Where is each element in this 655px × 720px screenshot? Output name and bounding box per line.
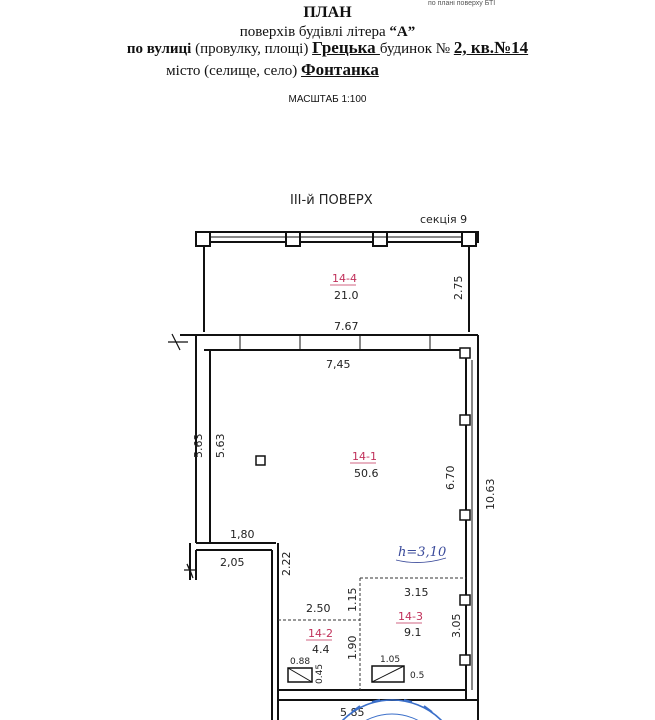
dim-room3-width: 3.15 <box>404 586 429 599</box>
room-14-4-area: 21.0 <box>334 289 359 302</box>
dim-wc-upper: 1.15 <box>346 587 359 612</box>
dim-left-inner: 5.63 <box>214 433 227 458</box>
house-value: 2, кв.№14 <box>453 38 529 57</box>
dim-room3-depth: 3.05 <box>450 613 463 638</box>
dim-vestibule-width: 2,05 <box>220 556 245 569</box>
outer-walls <box>168 334 478 720</box>
house-label: будинок № <box>379 41 454 57</box>
city-sep: , село) <box>256 63 302 79</box>
corner-note: по плані поверху БТІ <box>428 0 496 7</box>
street-types: (провулку, площі) <box>191 41 313 57</box>
room-14-1-code: 14-1 <box>352 450 377 463</box>
dim-wc-width: 2.50 <box>306 602 331 615</box>
dimensions <box>192 276 497 720</box>
dim-right-inner: 6.70 <box>444 465 457 490</box>
dim-top-outer: 7.67 <box>334 320 359 333</box>
street-label: по вулиці <box>126 41 192 57</box>
dim-right-outer: 10.63 <box>484 478 497 510</box>
city-name: Фонтанка <box>301 60 379 79</box>
room-14-4-code: 14-4 <box>332 272 357 285</box>
room-14-3-area: 9.1 <box>404 626 422 639</box>
section-label: секція 9 <box>420 213 468 226</box>
room-14-3-code: 14-3 <box>398 610 423 623</box>
subtitle-letter: “А” <box>389 24 416 40</box>
dim-vent1-h: 0.45 <box>315 663 325 684</box>
dim-left-outer: 5.63 <box>192 433 205 458</box>
dim-vent2-w: 1.05 <box>380 655 401 665</box>
floor-label: III-й ПОВЕРХ <box>290 193 373 208</box>
dim-vent1-w: 0.88 <box>290 657 311 667</box>
dim-vestibule-depth: 2.22 <box>280 551 293 576</box>
vent-shafts <box>288 663 404 684</box>
city-label: місто (селище <box>166 63 257 79</box>
dim-wc-lower: 1.90 <box>346 635 359 660</box>
dim-bottom: 5.85 <box>340 706 365 719</box>
plan-title: ПЛАН <box>303 4 352 21</box>
dim-balcony-depth: 2.75 <box>452 275 465 300</box>
ceiling-height-note: h=3,10 <box>398 545 447 560</box>
dim-vent2-h: 0.5 <box>410 671 425 681</box>
street-name: Грецька <box>312 38 380 57</box>
dim-top-inner: 7,45 <box>326 358 351 371</box>
dim-corridor: 1,80 <box>230 528 255 541</box>
room-14-2-area: 4.4 <box>312 643 330 656</box>
scale-label: МАСШТАБ 1:100 <box>288 94 367 105</box>
room-14-1-area: 50.6 <box>354 467 379 480</box>
column-marker <box>256 456 265 465</box>
subtitle-prefix: поверхів будівлі літера <box>239 24 390 40</box>
room-14-2-code: 14-2 <box>308 627 333 640</box>
